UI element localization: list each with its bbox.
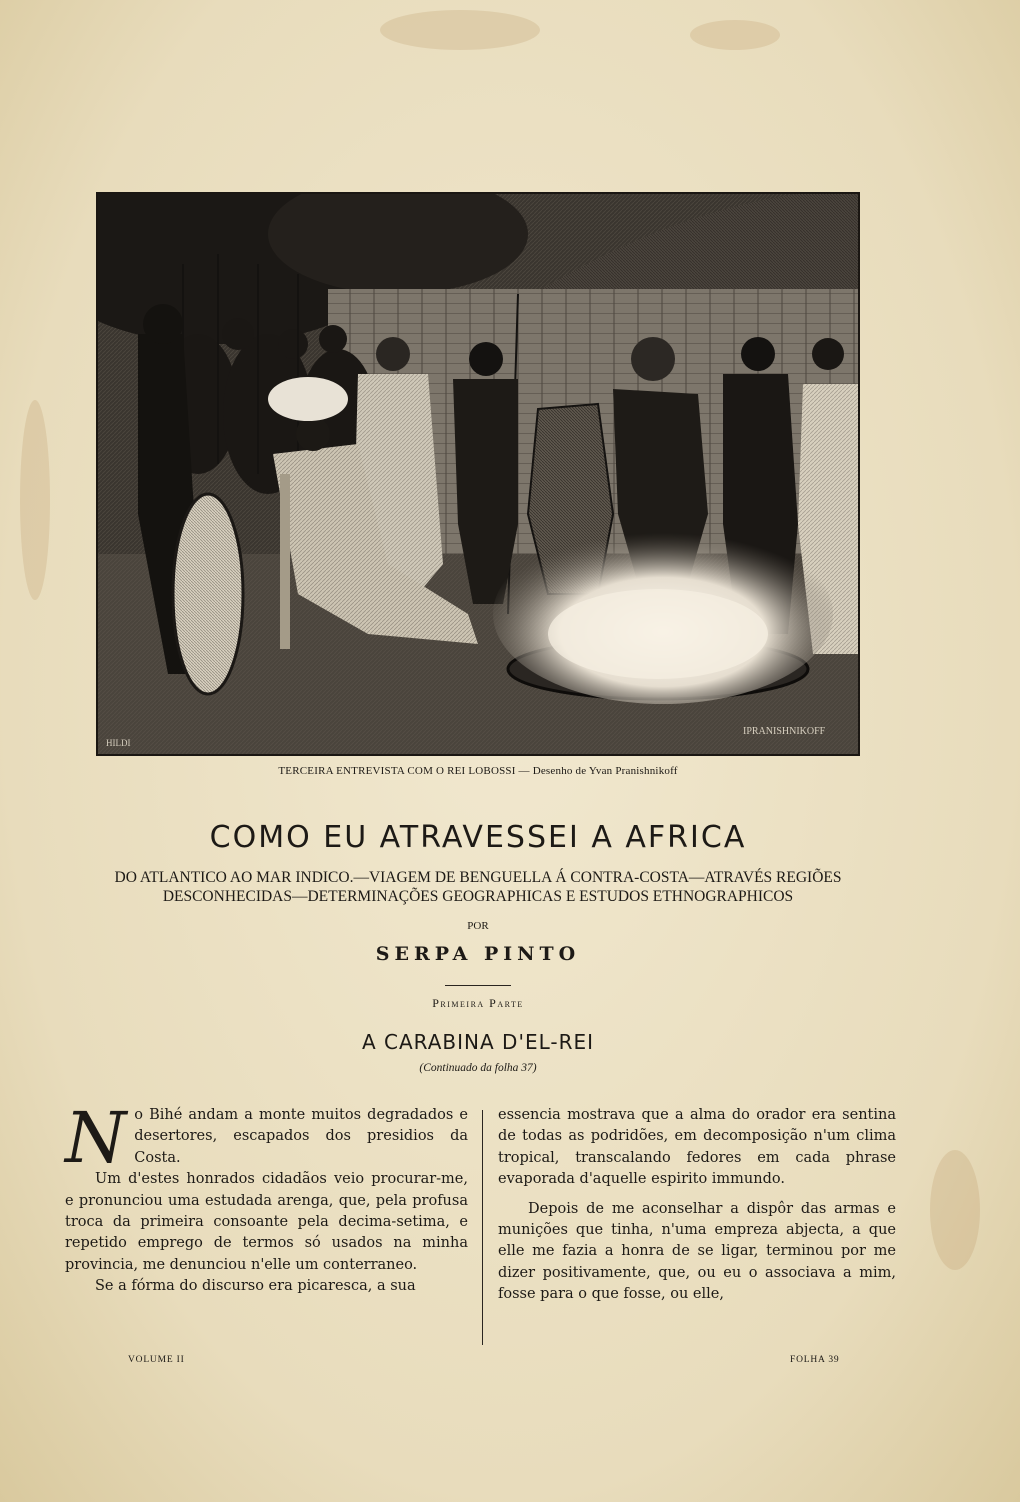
text-column-left xyxy=(65,1097,468,1298)
engraver-signature: HILDI xyxy=(106,738,131,748)
volume-footer: VOLUME II xyxy=(128,1355,185,1365)
drop-cap: N xyxy=(65,1097,127,1179)
engraving-illustration xyxy=(96,192,860,756)
engraving-scene xyxy=(98,194,858,754)
by-label: POR xyxy=(467,920,489,932)
column-divider xyxy=(482,1110,483,1345)
text-column-right xyxy=(498,1105,896,1306)
part-heading: Primeira Parte xyxy=(432,996,524,1010)
paper-stain xyxy=(380,10,540,50)
paragraph: essencia mostrava que a alma do orador era sentina de todas as podridões, em decomposição n'um clima tropical, transcalando fedores em cada phrase evaporada d'aquelle espirito immundo. xyxy=(498,1107,896,1188)
folha-footer: FOLHA 39 xyxy=(790,1355,840,1365)
paper-stain xyxy=(690,20,780,50)
chapter-title: A CARABINA D'EL-REI xyxy=(361,1030,595,1054)
paragraph-text: o Bihé andam a monte muitos degradados e desertores, escapados dos presidios da Costa. xyxy=(134,1107,468,1166)
paper-stain xyxy=(930,1150,980,1270)
paragraph: Depois de me aconselhar a dispôr das armas e munições que tinha, n'uma empreza abjecta, a que elle me fazia a honra de se ligar, terminou por me dizer positivamente, que, ou eu o associava a mim, fosse para o que fosse, ou elle, xyxy=(498,1200,896,1303)
artist-signature: IPRANISHNIKOFF xyxy=(743,726,826,737)
paper-stain xyxy=(20,400,50,600)
section-rule xyxy=(445,985,511,986)
author-name: SERPA PINTO xyxy=(375,943,581,965)
subtitle-line: DO ATLANTICO AO MAR INDICO.—VIAGEM DE BENGUELLA Á CONTRA-COSTA—ATRAVÉS REGIÕES xyxy=(114,869,842,886)
illustration-caption: TERCEIRA ENTREVISTA COM O REI LOBOSSI — Desenho de Yvan Pranishnikoff xyxy=(278,765,678,777)
article-title: COMO EU ATRAVESSEI A AFRICA xyxy=(209,820,747,855)
paragraph: Um d'estes honrados cidadãos veio procurar-me, e pronunciou uma estudada arenga, que, pela profusa troca da primeira consoante pela decima-setima, e repetido emprego de termos só usados na minha provincia, me denunciou n'elle um conterraneo. xyxy=(65,1171,468,1273)
article-subtitle xyxy=(96,868,860,906)
continued-note: (Continuado da folha 37) xyxy=(419,1062,537,1074)
paragraph: Se a fórma do discurso era picaresca, a sua xyxy=(95,1278,416,1295)
paragraph xyxy=(65,1097,468,1179)
subtitle-line: DESCONHECIDAS—DETERMINAÇÕES GEOGRAPHICAS E ESTUDOS ETHNOGRAPHICOS xyxy=(162,888,794,905)
